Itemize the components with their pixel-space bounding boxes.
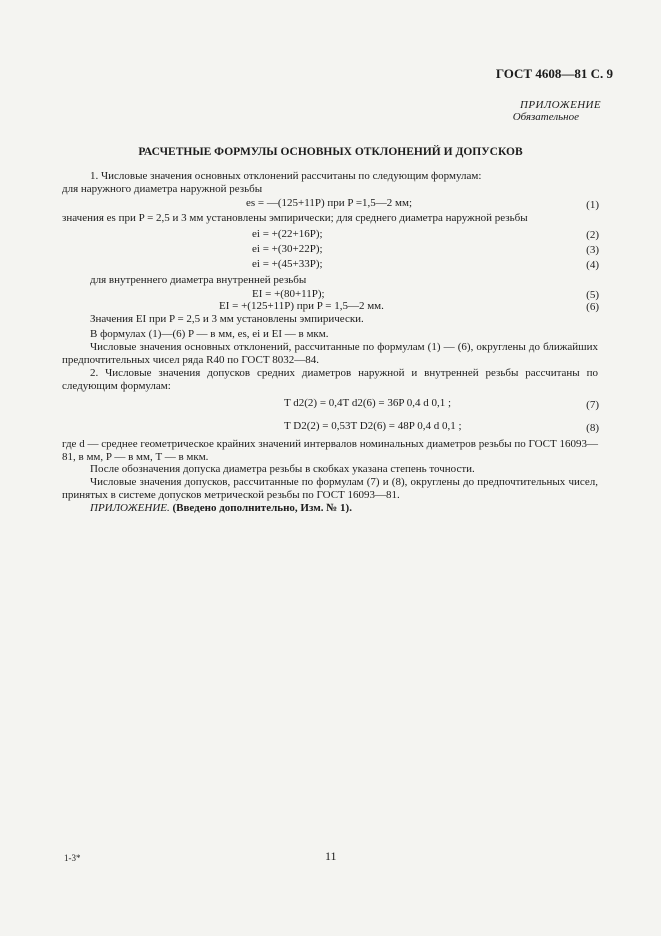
paragraph-1b: для наружного диаметра наружной резьбы bbox=[62, 183, 263, 195]
equation-number-6: (6) bbox=[586, 301, 599, 313]
equation-number-5: (5) bbox=[586, 289, 599, 301]
paragraph-1: 1. Числовые значения основных отклонений рассчитаны по следующим формулам: bbox=[90, 170, 482, 182]
paragraph-10: Числовые значения допусков, рассчитанные по формулам (7) и (8), округлены до предпочтительных чисел, принятых в системе допусков метрической резьбы по ГОСТ 16093—81. bbox=[62, 476, 598, 502]
page-number: 11 bbox=[325, 849, 337, 863]
formula-8: T D2(2) = 0,53T D2(6) = 48P 0,4 d 0,1 ; bbox=[284, 420, 462, 432]
appendix-status: Обязательное bbox=[512, 111, 579, 123]
equation-number-1: (1) bbox=[586, 199, 599, 211]
amendment-note bbox=[90, 502, 352, 514]
equation-number-4: (4) bbox=[586, 259, 599, 271]
formula-6: EI = +(125+11P) при P = 1,5—2 мм. bbox=[219, 300, 384, 312]
paragraph-4: Значения EI при P = 2,5 и 3 мм установлены эмпирически. bbox=[90, 313, 364, 325]
paragraph-3: для внутреннего диаметра внутренней резьбы bbox=[90, 274, 307, 286]
paragraph-7: 2. Числовые значения допусков средних диаметров наружной и внутренней резьбы рассчитаны по следующим формулам: bbox=[62, 367, 598, 393]
page-title: РАСЧЕТНЫЕ ФОРМУЛЫ ОСНОВНЫХ ОТКЛОНЕНИЙ И ДОПУСКОВ bbox=[138, 146, 523, 158]
document-header: ГОСТ 4608—81 С. 9 bbox=[495, 66, 613, 81]
formula-1: es = —(125+11P) при P =1,5—2 мм; bbox=[246, 197, 413, 209]
paragraph-2: значения es при P = 2,5 и 3 мм установлены эмпирически; для среднего диаметра наружной резьбы bbox=[62, 212, 528, 224]
formula-2: ei = +(22+16P); bbox=[252, 228, 323, 240]
amendment-label: ПРИЛОЖЕНИЕ. bbox=[90, 502, 170, 514]
appendix-label: ПРИЛОЖЕНИЕ bbox=[520, 99, 601, 111]
equation-number-3: (3) bbox=[586, 244, 599, 256]
formula-7: T d2(2) = 0,4T d2(6) = 36P 0,4 d 0,1 ; bbox=[284, 397, 452, 409]
equation-number-7: (7) bbox=[586, 399, 599, 411]
formula-3: ei = +(30+22P); bbox=[252, 243, 323, 255]
paragraph-9: После обозначения допуска диаметра резьбы в скобках указана степень точности. bbox=[90, 463, 475, 475]
paragraph-6: Числовые значения основных отклонений, рассчитанные по формулам (1) — (6), округлены до ближайших предпочтительных чисел ряда R40 по ГОСТ 8032—84. bbox=[62, 341, 598, 367]
equation-number-8: (8) bbox=[586, 422, 599, 434]
amendment-text: (Введено дополнительно, Изм. № 1). bbox=[172, 502, 352, 514]
formula-5: EI = +(80+11P); bbox=[252, 288, 325, 300]
footer-mark: 1-3* bbox=[64, 853, 81, 863]
paragraph-5: В формулах (1)—(6) P — в мм, es, ei и EI — в мкм. bbox=[90, 328, 329, 340]
equation-number-2: (2) bbox=[586, 229, 599, 241]
paragraph-8: где d — среднее геометрическое крайних значений интервалов номинальных диаметров резьбы по ГОСТ 16093—81, в мм, P — в мм, T — в мкм. bbox=[62, 438, 598, 464]
formula-4: ei = +(45+33P); bbox=[252, 258, 323, 270]
